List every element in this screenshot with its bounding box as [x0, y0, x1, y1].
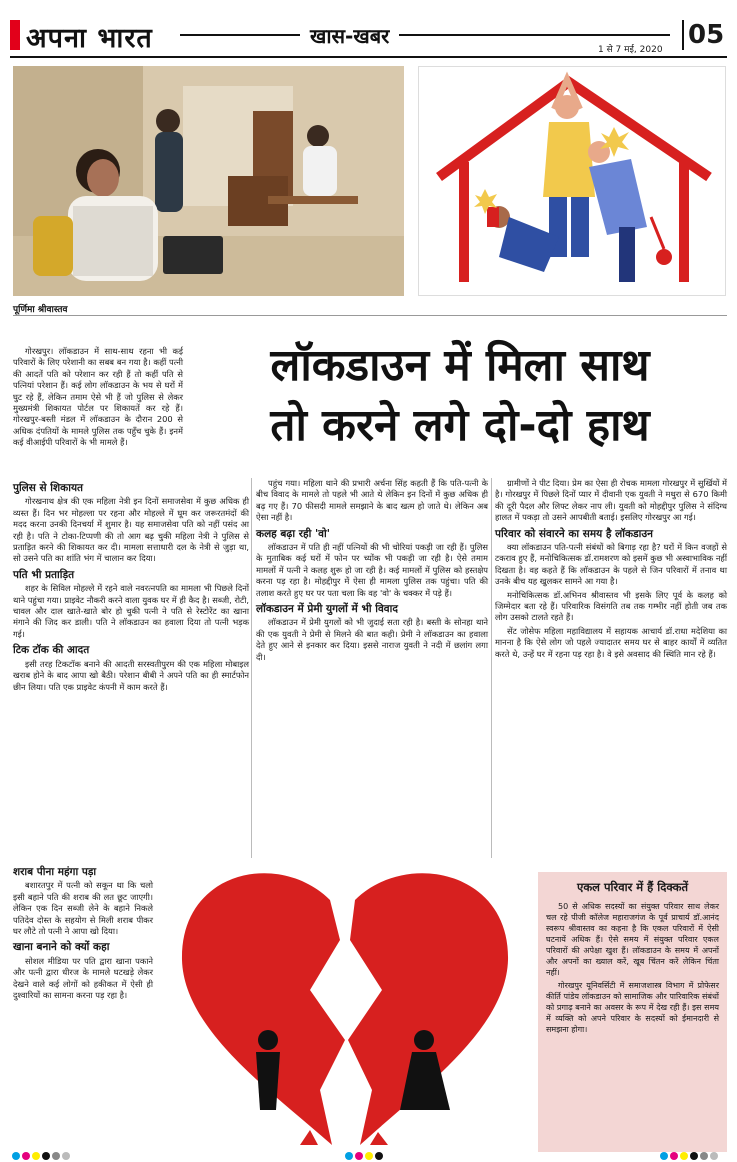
article-column-b [256, 478, 488, 665]
paragraph: क्या लॉकडाउन पति-पत्नी संबंधों को बिगाड़ रहा है? घरों में किन वजहों से टकराव हुए हैं, मनोचिकित्सक डॉ.रामशरण को इसमें कुछ भी अस्वाभाविक नहीं दिखता है। वह कहते हैं कि लॉकडाउन के पहले से जिन परिवारों में तनाव था उनके बीच यह खुलकर सामने आ गया है। [495, 542, 727, 587]
couple-illustration-art [419, 67, 726, 296]
yellow-dot [365, 1152, 373, 1160]
magenta-dot [670, 1152, 678, 1160]
subheading-tiktok-habit: टिक टॉक की आदत [13, 644, 90, 657]
lead-paragraph [13, 346, 183, 451]
grey-dot [700, 1152, 708, 1160]
sidebar-box-title: एकल परिवार में हैं दिक्कतें [576, 880, 688, 894]
light-grey-dot [710, 1152, 718, 1160]
column-divider [251, 478, 252, 858]
header-rule [180, 34, 670, 36]
sidebar-box [538, 872, 727, 1152]
subheading-other-woman: कलह बढ़ा रही 'वो' [256, 527, 330, 540]
subheading-alcohol: शराब पीना महंगा पड़ा [13, 866, 97, 878]
paragraph: गोरखपुर यूनिवर्सिटी में समाजशास्त्र विभाग में प्रोफेसर कीर्ति पांडेय लॉकडाउन को सामाजिक और पारिवारिक संबंधों को प्रगाढ़ बनाने का अवसर के रूप में देख रही हैं। इस समय में व्यक्ति को अपने परिवार के सदस्यों को ईमानदारी से समझना होगा। [546, 981, 719, 1034]
cyan-dot [12, 1152, 20, 1160]
light-grey-dot [62, 1152, 70, 1160]
headline-line-1: लॉकडाउन में मिला साथ [270, 340, 650, 391]
subheading-husband-harassed: पति भी प्रताड़ित [13, 568, 75, 581]
paragraph: बशारतपुर में पत्नी को सकून था कि चलो इसी बहाने पति की शराब की लत छूट जाएगी। लेकिन एक दिन सब्जी लेने के बहाने निकले पतिदेव दोस्त के सहयोग से मिली शराब पीकर घर लौटे तो पत्नी ने आपा खो दिया। [13, 880, 153, 937]
registration-marks [0, 1150, 737, 1162]
article-column-c [495, 478, 727, 662]
paragraph: गोरखनाथ क्षेत्र की एक महिला नेत्री इन दिनों समाजसेवा में कुछ अधिक ही व्यस्त हैं। दिन भर मोहल्ला पर रहना और मोहल्ले में घूम कर जरूरतमंदों की मदद करना उनकी दिनचर्या में शुमार है। यह समाजसेवा पति को नहीं पसंद आ रही है। पति ने टोका-टिप्पणी की तो आग बढ़ चुकी महिला नेत्री ने पुलिस से प्रताड़ित करने की शिकायत कर दी। मामला सत्ताधारी दल के नेत्री से जुड़ा था, सो उसने पति का शांति भंग में चालान कर दिया। [13, 496, 249, 564]
column-divider [491, 478, 492, 858]
article-column-a-continued [13, 862, 153, 1003]
page-number-divider [682, 20, 684, 50]
paragraph: इसी तरह टिकटॉक बनाने की आदती सरस्वतीपुरम की एक महिला मोबाइल खराब होने के बाद आपा खो बैठी। परेशान बीबी ने अपने पति का ही स्मार्टफोन छीन लिया। पति एक प्राइवेट कंपनी में काम करते हैं। [13, 658, 249, 692]
section-title: खास-खबर [300, 22, 399, 49]
paragraph: ग्रामीणों ने पीट दिया। प्रेम का ऐसा ही रोचक मामला गोरखपुर में सुर्खियों में है। गोरखपुर में पिछले दिनों प्यार में दीवानी एक युवती ने मथुरा से 670 किमी की दूरी पैदल और लिफ्ट लेकर नाप ली। युवती को मोहद्दीपुर पुलिस ने संदिग्ध हालत में पकड़ा तो उसने आपबीती बताई। इसलिए गोरखपुर आ गई। [495, 478, 727, 523]
subheading-family-time: परिवार को संवारने का समय है लॉकडाउन [495, 527, 653, 540]
paragraph: लॉकडाउन में पति ही नहीं पत्नियों की भी चोरियां पकड़ी जा रही हैं। पुलिस के मुताबिक कई घरों में फोन पर च्योंक भी पकड़ी जा रही है। ऐसे तमाम मामलों में पत्नी ने कलह शुरू हो जा रही है। कई मामलों में पुलिस को हस्तक्षेप करना पड़ रहा है। मोहद्दीपुर में ऐसा ही मामला पुलिस तक पहुंचा। पति की तलाश करते हुए घर पर पता चला कि वह 'वो' के चक्कर में पड़े हैं। [256, 542, 488, 598]
magenta-dot [355, 1152, 363, 1160]
article-column-a [13, 478, 249, 695]
lead-photo [13, 66, 404, 296]
subheading-police-complaint: पुलिस से शिकायत [13, 482, 84, 494]
paragraph: शहर के सिविल मोहल्ले में रहने वाले नवरत्नपति का मामला भी पिछले दिनों थाने पहुंचा गया। प्राइवेट नौकरी करने वाला युवक घर में ही कैद है। सब्जी, रोटी, चावल और दाल खाते-खाते बोर हो चुकी पत्नी ने पति से रेस्टोरेंट का खाना मंगाने की जिद कर डाली। पति ने लॉकडाउन का हवाला दिया तो पत्नी भड़क गई। [13, 583, 249, 639]
subheading-cooking: खाना बनाने को क्यों कहा [13, 941, 110, 954]
black-dot [42, 1152, 50, 1160]
black-dot [690, 1152, 698, 1160]
page-number: 05 [688, 20, 725, 50]
yellow-dot [32, 1152, 40, 1160]
byline-rule [13, 315, 727, 316]
grey-dot [52, 1152, 60, 1160]
paragraph: मनोचिकित्सक डॉ.अभिनव श्रीवास्तव भी इसके लिए पूर्व के कलह को जिम्मेदार बता रहे हैं। परिवारिक विसंगति तब तक गम्भीर नहीं होती जब तक लोग उसको टालते रहते हैं। [495, 589, 727, 623]
lead-text: गोरखपुर। लॉकडाउन में साथ-साथ रहना भी कई परिवारों के लिए परेशानी का सबब बन गया है। कहीं पत्नी की आदतें पति को परेशान कर रही हैं तो कहीं पति से पत्नियां परेशान हैं। कई लोग लॉकडाउन के भय से घरों में घुट रहे हैं, लेकिन तमाम ऐसे भी हैं जो पुलिस से लेकर मुख्यमंत्री शिकायत पोर्टल पर शिकायतें कर रहे हैं। गोरखपुर-बस्ती मंडल में लॉकडाउन के दौरान 200 से अधिक दंपतियों के मामले पुलिस तक पहुँच चुके हैं। इनमें कई वीआईपी परिवारों के भी मामले हैं। [13, 346, 183, 448]
yellow-dot [680, 1152, 688, 1160]
author-byline: पूर्णिमा श्रीवास्तव [13, 305, 68, 315]
masthead-accent-bar [10, 20, 20, 50]
paragraph: सेंट जोसेफ महिला महाविद्यालय में सहायक आचार्य डॉ.राधा मदेशिया का मानना है कि ऐसे लोग जो पहले ज्यादातर समय घर से बाहर कार्यों में व्यतित करते थे, उन्हें घर में रहना पड़ रहा है। वे इसे अवसाद की स्थिति मान रहे हैं। [495, 625, 727, 659]
broken-heart-illustration [160, 860, 532, 1152]
couple-illustration [418, 66, 726, 296]
subheading-lovers-dispute: लॉकडाउन में प्रेमी युगलों में भी विवाद [256, 603, 398, 616]
black-dot [375, 1152, 383, 1160]
header-bottom-rule [10, 56, 727, 58]
magenta-dot [22, 1152, 30, 1160]
paragraph: पहुंच गया। महिला थाने की प्रभारी अर्चना सिंह कहती हैं कि पति-पत्नी के बीच विवाद के मामले तो पहले भी आते थे लेकिन इन दिनों में कुछ अधिक ही बढ़ गए हैं। 70 फीसदी मामले समझाने के बाद खत्म हो जाते थे। लेकिन अब ऐसा नहीं है। [256, 478, 488, 523]
lead-photo-scene [13, 66, 404, 296]
paragraph: 50 से अधिक सदस्यों का संयुक्त परिवार साथ लेकर चल रहे पीजी कॉलेज महाराजगंज के पूर्व प्राचार्य डॉ.आनंद स्वरूप श्रीवास्तव का कहना है कि एकल परिवारों में ऐसी घटनायें अधिक हैं। ऐसे समय में संयुक्त परिवार एकल परिवारों की अपेक्षा खुश हैं। लॉकडाउन के समय में अपनों और अपनों का ख्याल करें, खूब चिंतन करें लेकिन चिंता नहीं। [546, 902, 719, 977]
main-headline [190, 336, 730, 456]
issue-date: 1 से 7 मई, 2020 [598, 45, 663, 55]
cyan-dot [660, 1152, 668, 1160]
cyan-dot [345, 1152, 353, 1160]
paragraph: सोशल मीडिया पर पति द्वारा खाना पकाने और पत्नी द्वारा धीरज के मामले घटखड़े लेकर देखने वाले कई लोगों को हकीकत में ऐसी ही दुश्वारियों का सामना करना पड़ रहा है। [13, 955, 153, 1001]
headline-line-2: तो करने लगे दो-दो हाथ [270, 400, 650, 451]
masthead: अपना भारत [26, 23, 153, 54]
paragraph: लॉकडाउन में प्रेमी युगलों को भी जुदाई सता रही है। बस्ती के सोनहा थाने की एक युवती ने प्रेमी से मिलने की बात कही। प्रेमी ने लॉकडाउन का हवाला देते हुए आने से इनकार कर दिया। इससे नाराज युवती ने नदी में छलांग लगा दी। [256, 617, 488, 662]
broken-heart-art [160, 860, 532, 1152]
